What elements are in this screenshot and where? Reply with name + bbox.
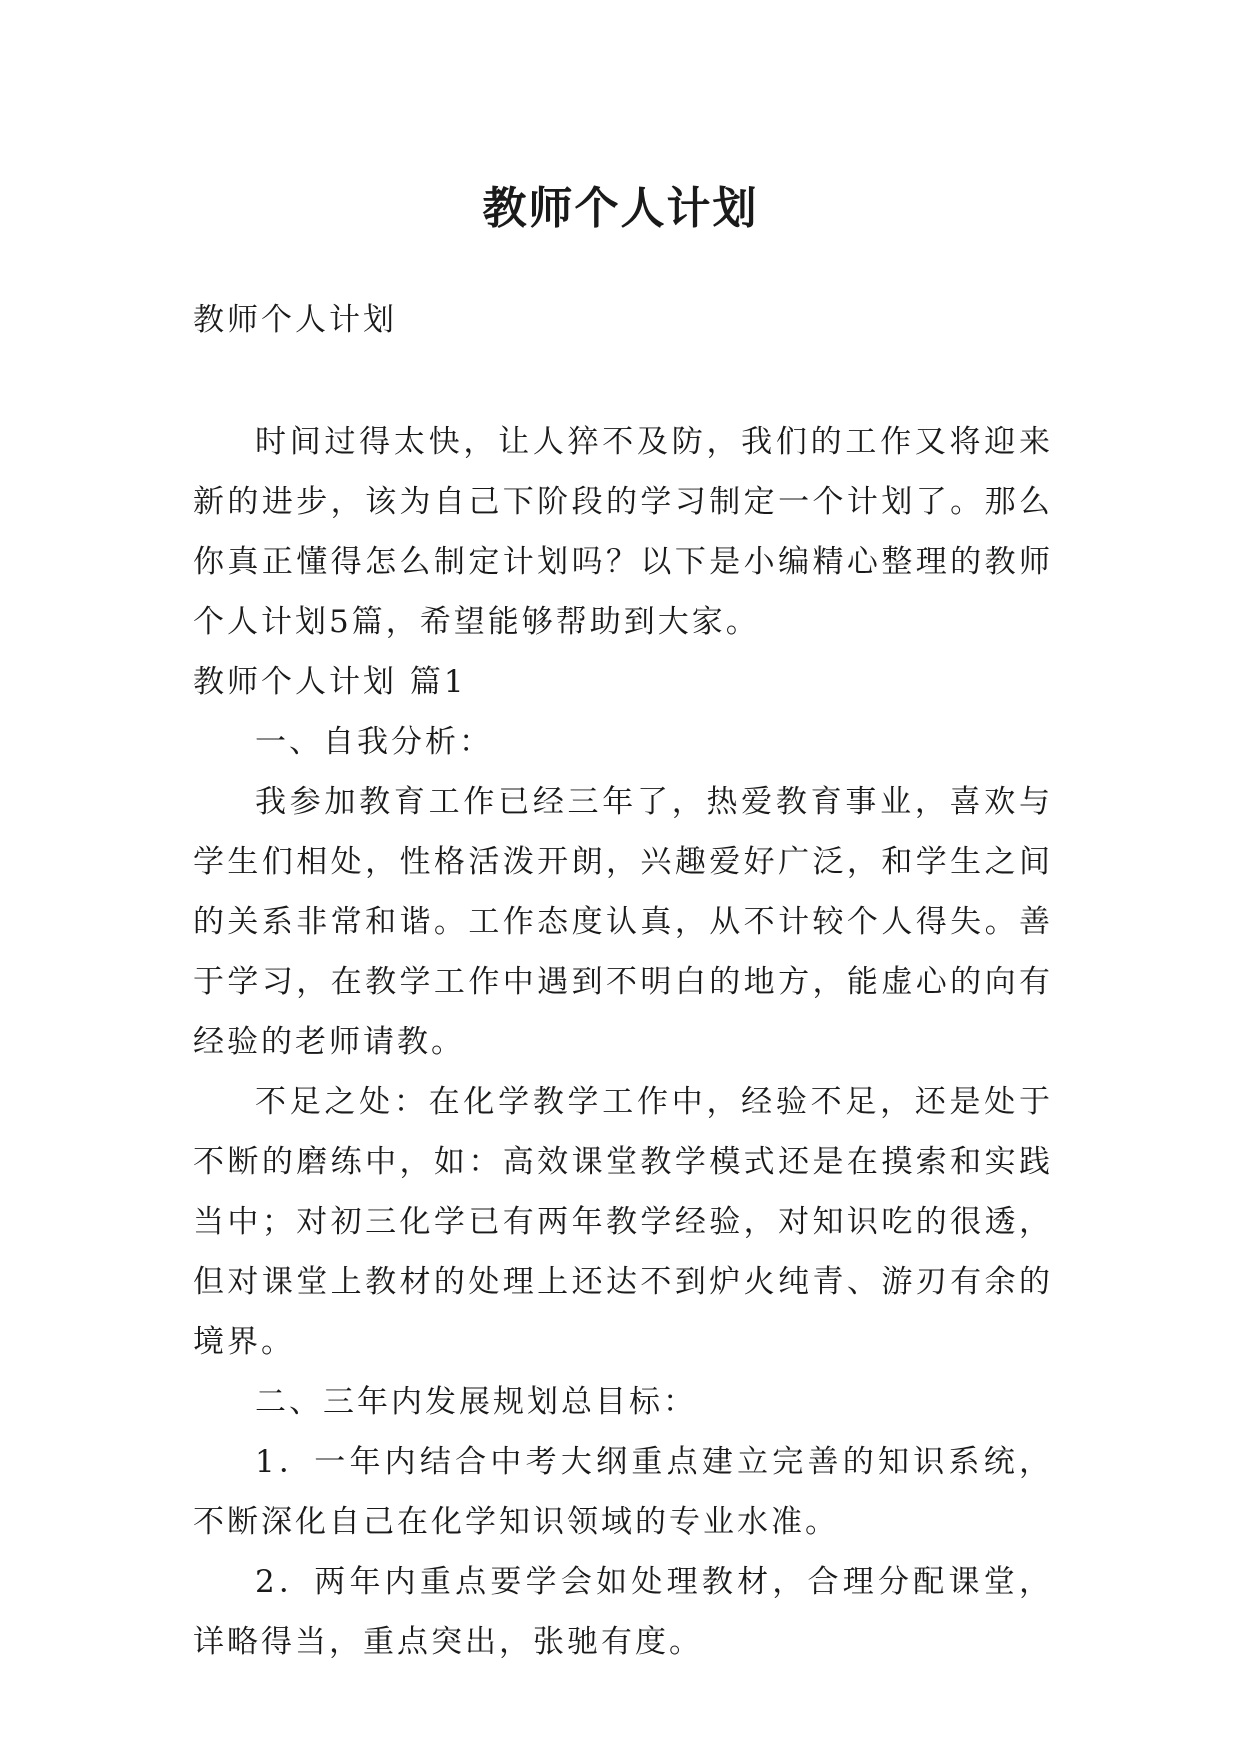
paragraph-goal-1: 1．一年内结合中考大纲重点建立完善的知识系统，不断深化自己在化学知识领域的专业水准。 (193, 1444, 1053, 1540)
paragraph-goals-heading: 二、三年内发展规划总目标： (255, 1384, 697, 1420)
document-title: 教师个人计划 (482, 183, 759, 235)
paragraph-self-analysis-heading: 一、自我分析： (255, 724, 493, 760)
document-subtitle: 教师个人计划 (193, 302, 397, 338)
intro-paragraph: 时间过得太快，让人猝不及防，我们的工作又将迎来新的进步，该为自己下阶段的学习制定一个计划了。那么你真正懂得怎么制定计划吗？以下是小编精心整理的教师个人计划5篇，希望能够帮助到大家。 (193, 424, 1053, 640)
section-heading: 教师个人计划 篇1 (193, 664, 467, 700)
paragraph-self-analysis: 我参加教育工作已经三年了，热爱教育事业，喜欢与学生们相处，性格活泼开朗，兴趣爱好广泛，和学生之间的关系非常和谐。工作态度认真，从不计较个人得失。善于学习，在教学工作中遇到不明白的地方，能虚心的向有经验的老师请教。 (193, 784, 1053, 1060)
paragraph-shortcomings: 不足之处：在化学教学工作中，经验不足，还是处于不断的磨练中，如：高效课堂教学模式还是在摸索和实践当中；对初三化学已有两年教学经验，对知识吃的很透，但对课堂上教材的处理上还达不到炉火纯青、游刃有余的境界。 (193, 1084, 1053, 1360)
paragraph-goal-2: 2．两年内重点要学会如处理教材，合理分配课堂，详略得当，重点突出，张驰有度。 (193, 1564, 1053, 1660)
document-body (193, 290, 1053, 1672)
